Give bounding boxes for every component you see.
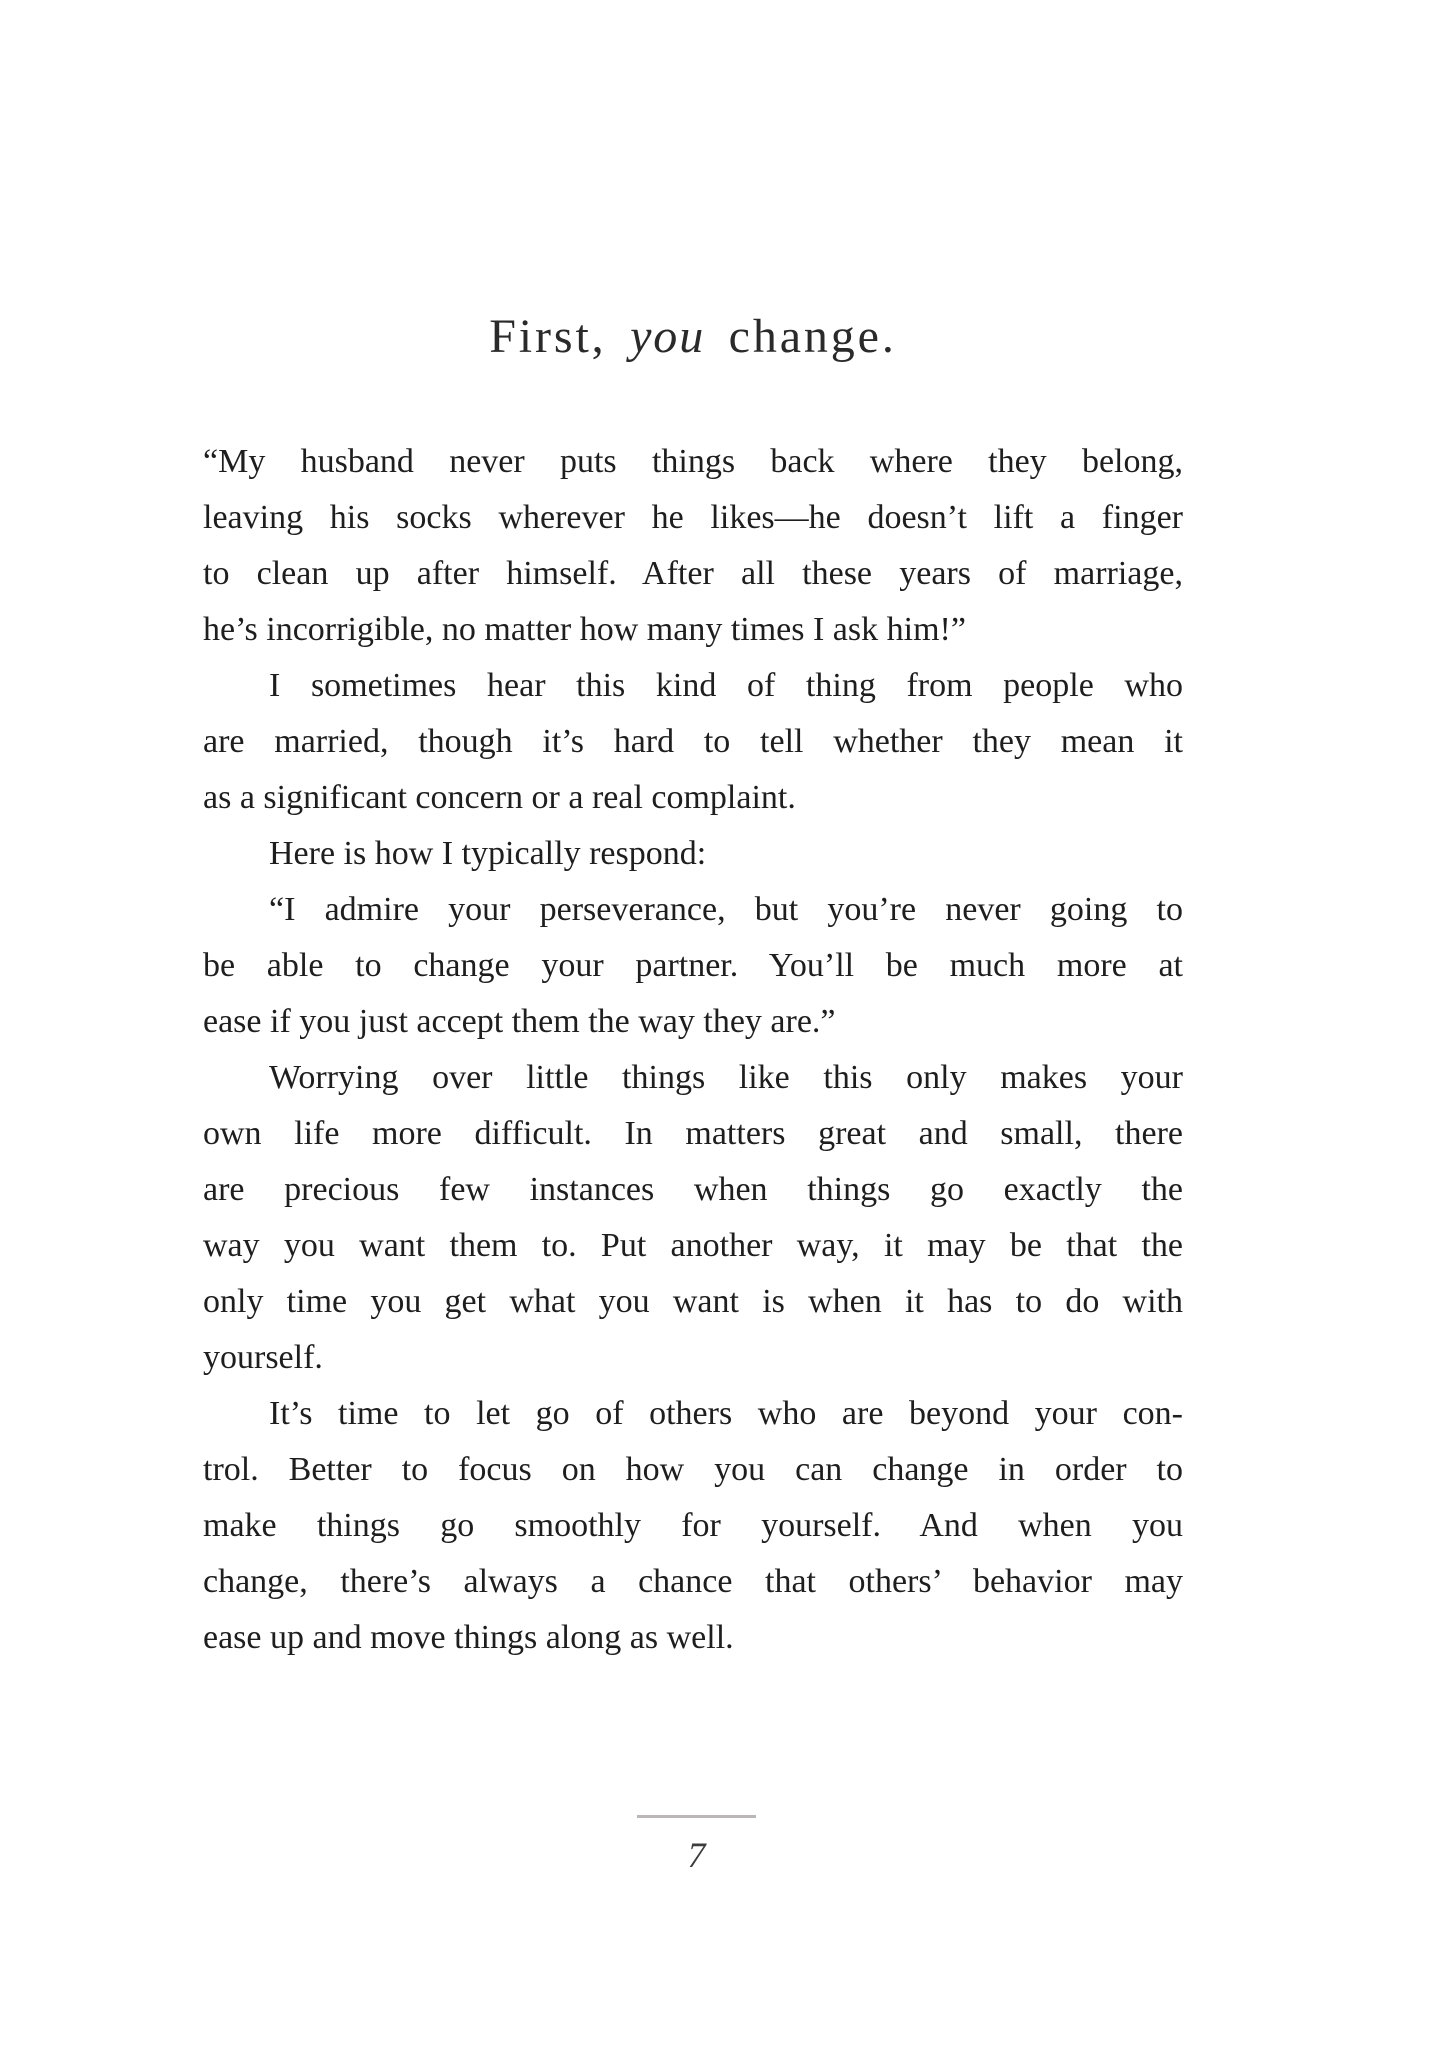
footer-divider	[637, 1815, 756, 1818]
chapter-title-text-end: change.	[705, 310, 897, 363]
paragraph	[203, 434, 1183, 658]
chapter-title	[203, 310, 1183, 363]
text-line: to clean up after himself. After all these years of marriage,	[203, 555, 1183, 592]
text-line: Here is how I typically respond:	[269, 835, 707, 872]
text-line: own life more difficult. In matters great and small, there	[203, 1115, 1183, 1152]
text-line: are married, though it’s hard to tell whether they mean it	[203, 723, 1183, 760]
paragraph	[203, 826, 1183, 882]
text-line: I sometimes hear this kind of thing from people who	[269, 667, 1183, 704]
text-line: “My husband never puts things back where they belong,	[203, 443, 1183, 480]
paragraph	[203, 1050, 1183, 1386]
text-line: trol. Better to focus on how you can change in order to	[203, 1451, 1183, 1488]
chapter-title-text-start: First,	[489, 310, 631, 363]
text-line: leaving his socks wherever he likes—he doesn’t lift a finger	[203, 499, 1183, 536]
text-line: as a significant concern or a real complaint.	[203, 779, 796, 816]
text-line: be able to change your partner. You’ll be much more at	[203, 947, 1183, 984]
text-line: way you want them to. Put another way, it may be that the	[203, 1227, 1183, 1264]
page-number: 7	[687, 1835, 706, 1875]
text-line: ease up and move things along as well.	[203, 1619, 734, 1656]
text-line: he’s incorrigible, no matter how many times I ask him!”	[203, 611, 966, 648]
text-line: are precious few instances when things go exactly the	[203, 1171, 1183, 1208]
paragraph	[203, 658, 1183, 826]
text-line: only time you get what you want is when it has to do with	[203, 1283, 1183, 1320]
text-line: ease if you just accept them the way they are.”	[203, 1003, 836, 1040]
text-line: make things go smoothly for yourself. And when you	[203, 1507, 1183, 1544]
text-line: yourself.	[203, 1339, 323, 1376]
chapter-title-emphasis: you	[630, 310, 706, 363]
text-line: change, there’s always a chance that others’ behavior may	[203, 1563, 1183, 1600]
text-line: Worrying over little things like this only makes your	[269, 1059, 1183, 1096]
paragraph	[203, 1386, 1183, 1666]
text-line: It’s time to let go of others who are beyond your con-	[269, 1395, 1183, 1432]
body-text	[203, 434, 1183, 1666]
paragraph	[203, 882, 1183, 1050]
text-line: “I admire your perseverance, but you’re never going to	[269, 891, 1183, 928]
